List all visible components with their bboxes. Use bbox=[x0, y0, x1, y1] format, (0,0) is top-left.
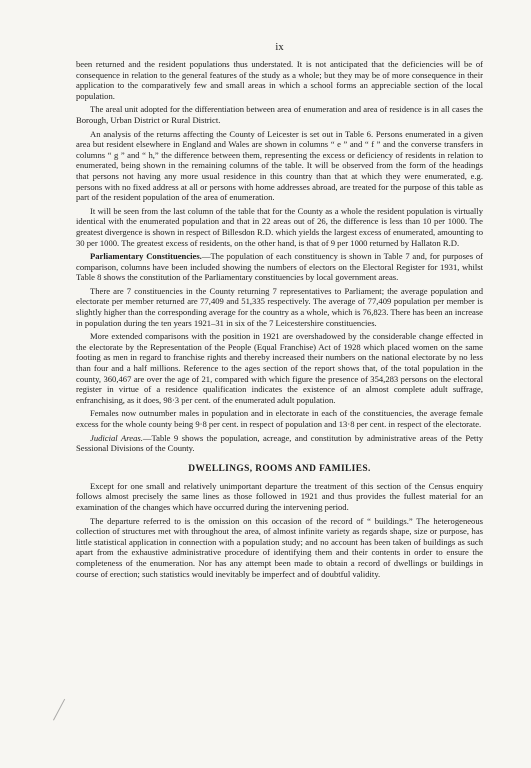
paragraph-analysis-table-6: An analysis of the returns affecting the County of Leicester is set out in Table 6. Persons enumerated in a given area but resident elsewhere in England and Wales are shown in columns “ e ” and “ f ” and the converse transfers in columns “ g ” and “ h,” the difference between them, representing the excess or deficiency of residents in relation to enumerated, being shown in the remaining columns of the table. It will be observed from the form of the headings that persons not having any more usual residence in this country than that at which they were enumerated, e.g. persons with no fixed address at all or persons with home addresses abroad, are treated for the purpose of this table as part of the resident population of the area of enumeration. bbox=[76, 128, 483, 203]
paragraph-areal-unit: The areal unit adopted for the differentiation between area of enumeration and area of residence is in all cases the Borough, Urban District or Rural District. bbox=[76, 104, 483, 125]
paragraph-dwellings-intro: Except for one small and relatively unimportant departure the treatment of this section of the Census enquiry follows almost precisely the same lines as those followed in 1921 and thus provides the fullest material for an examination of the changes which have occurred during the intervening period. bbox=[76, 480, 483, 512]
paragraph-continued: been returned and the resident populations thus understated. It is not anticipated that the deficiencies will be of consequence in relation to the general features of the study as a whole; but they may be of more consequence in their application to the comparatively few and small areas in which a school forms an appreciable section of the local population. bbox=[76, 59, 483, 101]
parliamentary-body: —The population of each constituency is shown in Table 7 and, for purposes of comparison, columns have been included showing the numbers of electors on the Electoral Register for 1931, whilst Table 8 shows the constitution of the Parliamentary constituencies by local government areas. bbox=[76, 251, 483, 283]
paragraph-female-excess: Females now outnumber males in population and in electorate in each of the constituencies, the average female excess for the whole county being 9·8 per cent. in respect of population and 13·8 per cent. in respect of the electorate. bbox=[76, 408, 483, 429]
paragraph-parliamentary-constituencies bbox=[76, 251, 483, 283]
paragraph-judicial-areas bbox=[76, 433, 483, 454]
judicial-body: —Table 9 shows the population, acreage, and constitution by administrative areas of the Petty Sessional Divisions of the County. bbox=[76, 432, 483, 454]
paragraph-county-divergence: It will be seen from the last column of the table that for the County as a whole the resident population is virtually identical with the enumerated population and that in 22 areas out of 26, the difference is less than 10 per 1000. The greatest divergence is shown in respect of Billesdon R.D. which yields the largest excess of enumerated, amounting to 30 per 1000. The greatest excess of residents, on the other hand, is that of 9 per 1000 returned by Hallaton R.D. bbox=[76, 205, 483, 248]
judicial-run-in-heading: Judicial Areas. bbox=[90, 432, 143, 443]
section-heading-dwellings: DWELLINGS, ROOMS AND FAMILIES. bbox=[188, 463, 371, 474]
parliamentary-run-in-heading: Parliamentary Constituencies. bbox=[90, 251, 202, 262]
paragraph-buildings-omission: The departure referred to is the omission on this occasion of the record of “ buildings.” The heterogeneous collection of structures met with throughout the area, of almost infinite variety as regards shape, size or purpose, has little statistical application in connection with a population study; and no account has been taken of buildings as such apart from the exhaustive administrative procedure of identifying them and their contents in order to ensure the completeness of the enumeration. Nor has any attempt been made to obtain a record of dwellings or buildings in course of erection; such statistics would inevitably be imperfect and of doubtful validity. bbox=[76, 515, 483, 579]
margin-pencil-mark bbox=[53, 699, 74, 725]
paragraph-electorate-comparison: More extended comparisons with the position in 1921 are overshadowed by the considerable change effected in the electorate by the Representation of the People (Equal Franchise) Act of 1928 which placed women on the same footing as men in regard to franchise rights and thereby increased their numbers on the national electorate by no less than four and a half millions. Reference to the ages section of the report shows that, of the total population in the county, 360,467 are over the age of 21, compared with which figure the presence of 354,283 persons on the electoral register in virtue of a residence qualification indicates the existence of an almost complete adult suffrage, enfranchising, as it does, 98·3 per cent. of the enumerated adult population. bbox=[76, 331, 483, 405]
page-number: ix bbox=[275, 42, 284, 53]
paragraph-constituency-averages: There are 7 constituencies in the County returning 7 representatives to Parliament; the average population and electorate per member returned are 77,409 and 51,335 respectively. The average of 77,409 population per member is slightly higher than the corresponding average for the country as a whole, which is 76,823. There has been an increase in population during the ten years 1921–31 in six of the 7 Leicestershire constituencies. bbox=[76, 285, 483, 328]
